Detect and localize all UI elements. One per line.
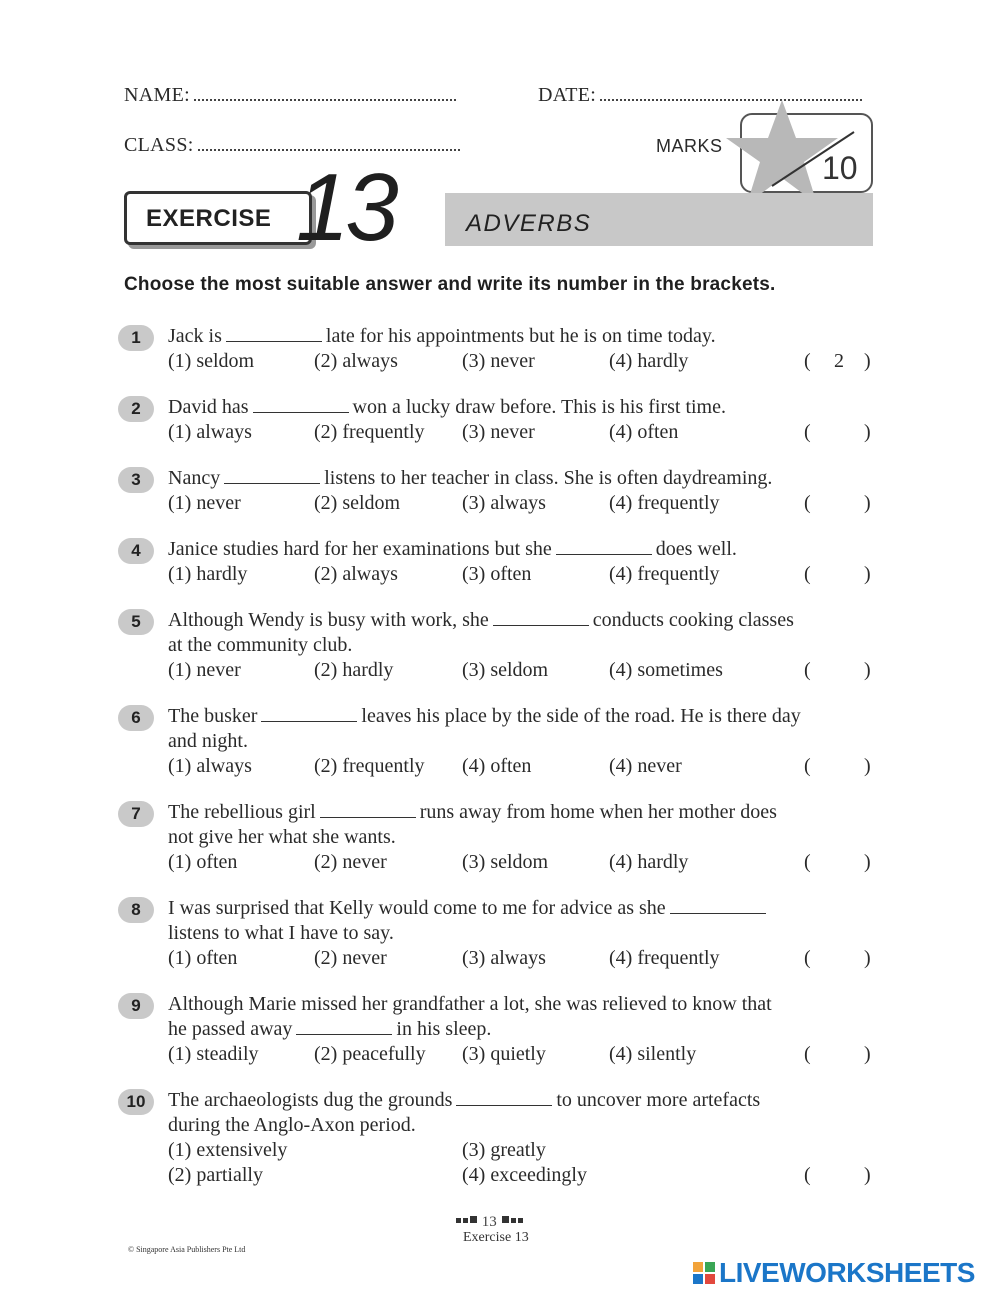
class-label: CLASS: — [124, 134, 194, 156]
answer-blank — [296, 1021, 392, 1035]
option: (3) seldom — [462, 659, 549, 681]
question-text: Janice studies hard for her examinations but she does well. — [168, 538, 737, 560]
question-number: 4 — [118, 538, 154, 564]
option: (1) always — [168, 755, 252, 777]
option: (2) partially — [168, 1164, 263, 1186]
question-number: 2 — [118, 396, 154, 422]
answer-bracket[interactable]: ( ) — [804, 492, 871, 514]
question-number: 8 — [118, 897, 154, 923]
answer-bracket[interactable]: ( ) — [804, 1043, 871, 1065]
question-text: I was surprised that Kelly would come to me for advice as she — [168, 896, 770, 921]
question-number: 7 — [118, 801, 154, 827]
answer-blank — [670, 900, 766, 914]
answer-blank — [556, 541, 652, 555]
option: (3) greatly — [462, 1139, 546, 1161]
option: (3) always — [462, 492, 546, 514]
option: (3) never — [462, 421, 535, 443]
marks-total: 10 — [822, 150, 858, 186]
question-text: The busker leaves his place by the side of the road. He is there day — [168, 705, 801, 727]
answer-blank — [493, 612, 589, 626]
option: (2) hardly — [314, 659, 394, 681]
question-number: 9 — [118, 993, 154, 1019]
option: (2) always — [314, 350, 398, 372]
copyright: © Singapore Asia Publishers Pte Ltd — [128, 1245, 246, 1254]
question-text: The rebellious girl runs away from home when her mother does — [168, 801, 777, 823]
option: (1) extensively — [168, 1139, 288, 1161]
option: (2) always — [314, 563, 398, 585]
name-field — [124, 84, 456, 107]
answer-bracket[interactable]: ( ) — [804, 755, 871, 777]
question-number: 10 — [118, 1089, 154, 1115]
option: (1) often — [168, 851, 238, 873]
class-field — [124, 134, 460, 157]
option: (3) seldom — [462, 851, 549, 873]
answer-bracket[interactable]: ( 2 ) — [804, 350, 871, 372]
option: (4) hardly — [609, 350, 689, 372]
option: (1) often — [168, 947, 238, 969]
option: (1) seldom — [168, 350, 255, 372]
question-number: 1 — [118, 325, 154, 351]
question-text: Although Marie missed her grandfather a lot, she was relieved to know that — [168, 993, 772, 1015]
marks-label: MARKS — [656, 136, 723, 156]
answer-bracket[interactable]: ( ) — [804, 1164, 871, 1186]
answer-blank — [224, 470, 320, 484]
option: (3) quietly — [462, 1043, 546, 1065]
question-text-continued: and night. — [168, 730, 248, 752]
option: (3) often — [462, 563, 532, 585]
question-text: Although Wendy is busy with work, she conducts cooking classes — [168, 609, 794, 631]
option: (3) never — [462, 350, 535, 372]
option: (1) always — [168, 421, 252, 443]
option: (4) frequently — [609, 947, 720, 969]
question-text: David has won a lucky draw before. This is his first time. — [168, 396, 726, 418]
option: (1) hardly — [168, 563, 248, 585]
option: (3) always — [462, 947, 546, 969]
answer-blank — [226, 328, 322, 342]
question-number: 5 — [118, 609, 154, 635]
name-dotted-line[interactable] — [194, 85, 456, 101]
option: (4) often — [609, 421, 679, 443]
answer-bracket[interactable]: ( ) — [804, 659, 871, 681]
option: (4) often — [462, 755, 532, 777]
page-number: 13 — [455, 1214, 524, 1231]
instructions: Choose the most suitable answer and write its number in the brackets. — [124, 274, 776, 295]
question-text-continued: at the community club. — [168, 634, 353, 656]
answer-blank — [320, 804, 416, 818]
option: (4) never — [609, 755, 682, 777]
question-number: 6 — [118, 705, 154, 731]
option: (2) frequently — [314, 755, 425, 777]
question-text-continued: listens to what I have to say. — [168, 922, 394, 944]
liveworksheets-logo[interactable] — [693, 1257, 975, 1289]
answer-bracket[interactable]: ( ) — [804, 421, 871, 443]
class-dotted-line[interactable] — [198, 135, 460, 151]
answer-bracket[interactable]: ( ) — [804, 563, 871, 585]
option: (4) silently — [609, 1043, 697, 1065]
date-label: DATE: — [538, 84, 597, 106]
answer-blank — [253, 399, 349, 413]
name-label: NAME: — [124, 84, 190, 106]
option: (4) frequently — [609, 563, 720, 585]
question-text: Jack is late for his appointments but he is on time today. — [168, 325, 716, 347]
question-text-continued: he passed away in his sleep. — [168, 1018, 492, 1040]
option: (1) never — [168, 492, 241, 514]
option: (2) seldom — [314, 492, 401, 514]
option: (4) exceedingly — [462, 1164, 587, 1186]
answer-bracket[interactable]: ( ) — [804, 851, 871, 873]
question-number: 3 — [118, 467, 154, 493]
option: (4) hardly — [609, 851, 689, 873]
question-text-continued: not give her what she wants. — [168, 826, 396, 848]
option: (4) sometimes — [609, 659, 723, 681]
topic-title: ADVERBS — [466, 210, 592, 237]
answer-blank — [261, 708, 357, 722]
question-text: The archaeologists dug the grounds to uncover more artefacts — [168, 1089, 761, 1111]
option: (2) frequently — [314, 421, 425, 443]
page-label: Exercise 13 — [463, 1230, 529, 1245]
answer-blank — [456, 1092, 552, 1106]
option: (2) never — [314, 947, 387, 969]
option: (2) never — [314, 851, 387, 873]
exercise-label: EXERCISE — [146, 205, 272, 232]
answer-bracket[interactable]: ( ) — [804, 947, 871, 969]
question-text-continued: during the Anglo-Axon period. — [168, 1114, 416, 1136]
option: (1) never — [168, 659, 241, 681]
option: (1) steadily — [168, 1043, 259, 1065]
liveworksheets-icon — [693, 1262, 715, 1284]
option: (2) peacefully — [314, 1043, 426, 1065]
question-text: Nancy listens to her teacher in class. She is often daydreaming. — [168, 467, 773, 489]
exercise-number: 13 — [296, 154, 395, 261]
answer-value[interactable]: 2 — [834, 350, 844, 372]
option: (4) frequently — [609, 492, 720, 514]
brand-name: LIVEWORKSHEETS — [719, 1257, 975, 1288]
